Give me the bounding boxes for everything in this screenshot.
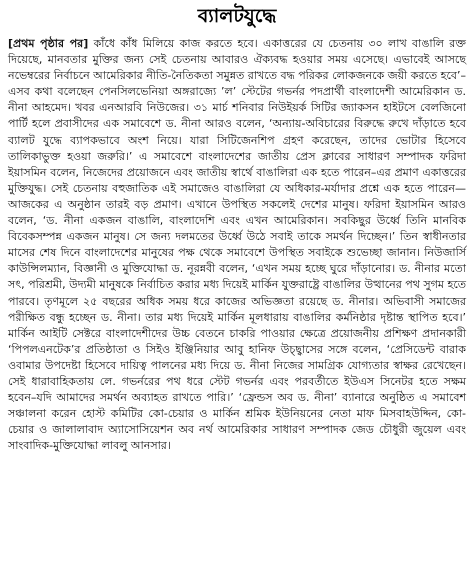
continued-from-front-page-tag: [প্রথম পৃষ্ঠার পর] <box>8 37 89 50</box>
article-text: কাঁধে কাঁধ মিলিয়ে কাজ করতে হবে। একাত্তরের যে চেতনায় ৩০ লাখ বাঙালি রক্ত দিয়েছে, মানবতার মুক্তির জন্য সেই চেতনায় আবারও ঐক্যবদ্ধ হওয়ার সময় এসেছে। এভাবেই আসছে নভেম্বরের নির্বাচনে আমেরিকার নীতি-নৈতিকতা সমুন্নত রাখতে বদ্ধ পরিকর লোকজনকে জয়ী করতে হবে’–এসব কথা বলেছেন পেনসিলভেনিয়া অঙ্গরাজ্যে ’ল’ স্টেটের গভর্নর পদপ্রার্থী বাংলাদেশী আমেরিকান ড. নীনা আহমেদ। খবর এনআরবি নিউজের। ৩১ মার্চ শনিবার নিউইয়র্ক সিটির জ্যাকসন হাইটসে বেলজিনো পার্টি হলে প্রবাসীদের এক সমাবেশে ড. নীনা আরও বলেন, ‘অন্যায়-অবিচারের বিরুদ্ধে রুখে দাঁড়াতে হবে ব্যালট যুদ্ধে ব্যাপকভাবে অংশ নিয়ে। যারা সিটিজেনশিপ গ্রহণ করেছেন, তাদের ভোটার হিসেবে তালিকাভুক্ত হওয়া জরুরি।’ এ সমাবেশে বাংলাদেশের জাতীয় প্রেস ক্লাবের সাধারণ সম্পাদক ফরিদা ইয়াসমিন বলেন, নিজেদের প্রয়োজনে এবং জাতীয় স্বার্থে বাঙালিরা এক হতে পারেন–এর প্রমাণ একাত্তরের মুক্তিযুদ্ধ। সেই চেতনায় বহুজাতিক এই সমাজেও বাঙালিরা যে অধিকার-মর্যাদার প্রশ্নে এক হতে পারেন—আজকের এ অনুষ্ঠান তারই বড় প্রমাণ। এখানে উপস্থিত সকলেই দেশের মানুষ। ফরিদা ইয়াসমিন আরও বলেন, ‘ড. নীনা একজন বাঙালি, বাংলাদেশি এবং এখন আমেরিকান। সবকিছুর উর্ধ্বে তিনি মানবিক বিবেকসম্পন্ন একজন মানুষ। সে জন্য দলমতের উর্ধ্বে উঠে সবাই তাকে সমর্থন দিচ্ছেন।’ তিন স্বাধীনতার মাসের শেষ দিনে বাংলাদেশের মানুষের পক্ষ থেকে সমাবেশে উপস্থিত সবাইকে শুভেচ্ছা জানান। নিউজার্সি কাউন্সিলম্যান, বিজ্ঞানী ও মুক্তিযোদ্ধা ড. নূরন্নবী বলেন, ‘এখন সময় হচ্ছে ঘুরে দাঁড়ানোর। ড. নীনার মতো সৎ, পরিশ্রমী, উদ্যমী মানুষকে নির্বাচিত করার মধ্য দিয়েই মার্কিন যুক্তরাষ্ট্রে বাঙালির উত্থানের পথ সুগম হতে পারবে। তৃণমূলে ২৫ বছরের অধিক সময় ধরে কাজের অভিজ্ঞতা রয়েছে ড. নীনার। অভিবাসী সমাজের পরীক্ষিত বন্ধু হচ্ছেন ড. নীনা। তার মধ্য দিয়েই মার্কিন মূলধারায় বাঙালির কর্মনিষ্ঠার দৃষ্টান্ত স্থাপিত হবে।’ মার্কিন আইটি সেক্টরে বাংলাদেশীদের উচ্চ বেতনে চাকরি পাওয়ার ক্ষেত্রে প্রয়োজনীয় প্রশিক্ষণ প্রদানকারী ‘পিপলএনটেক’র প্রতিষ্ঠাতা ও সিইও ইঞ্জিনিয়ার আবু হানিফ উচ্ছ্বাসের সঙ্গে বলেন, ‘প্রেসিডেন্ট বারাক ওবামার উপদেষ্টা হিসেবে দায়িত্ব পালনের মধ্য দিয়ে ড. নীনা নিজের সামগ্রিক যোগ্যতার স্বাক্ষর রেখেছেন। সেই ধারাবাহিকতায় লে. গভর্নরের পথ ধরে স্টেট গভর্নর এবং পরবর্তীতে ইউএস সিনেটর হতে সক্ষম হবেন–যদি আমাদের সমর্থন অব্যাহত রাখতে পারি।’ ‘ফ্রেন্ডস অব ড. নীনা’ ব্যানারে অনুষ্ঠিত এ সমাবেশ সঞ্চালনা করেন হোস্ট কমিটির কো-চেয়ার ও মার্কিন শ্রমিক ইউনিয়নের নেতা মাফ মিসবাহউদ্দিন, কো-চেয়ার ও জালালাবাদ অ্যাসোসিয়েশন অব নর্থ আমেরিকার সাধারণ সম্পাদক জেড চৌধুরী জুয়েল এবং সাংবাদিক-মুক্তিযোদ্ধা লাবলু আনসার। <box>8 37 466 453</box>
article-headline: ব্যালটযুদ্ধে <box>197 5 277 27</box>
article-body <box>8 36 466 454</box>
article-paragraph <box>8 36 466 454</box>
